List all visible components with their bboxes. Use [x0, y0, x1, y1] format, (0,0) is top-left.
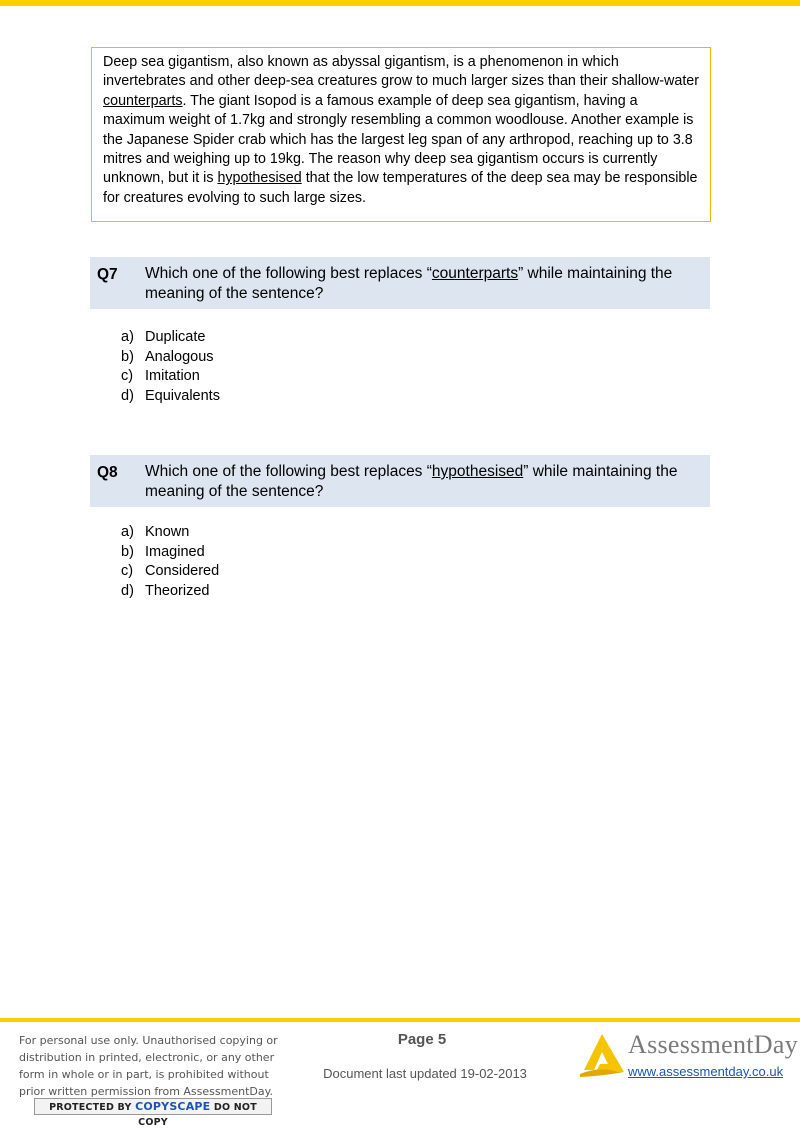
option-letter: b)	[121, 348, 134, 365]
question-8-header	[90, 455, 710, 507]
question-keyword: counterparts	[431, 265, 519, 282]
option-letter: d)	[121, 582, 134, 599]
assessmentday-logo-icon	[578, 1030, 628, 1078]
question-text-part: ” while maintaining the meaning of the sentence?	[145, 463, 678, 500]
copyscape-badge[interactable]	[34, 1098, 272, 1128]
question-7-options	[121, 328, 220, 406]
question-text-part: Which one of the following best replaces “	[145, 265, 432, 282]
option-text: Theorized	[145, 582, 210, 599]
option-c	[121, 367, 220, 387]
question-number: Q8	[97, 464, 118, 481]
copyscape-suffix: DO NOT COPY	[138, 1102, 257, 1128]
question-8-options	[121, 523, 219, 601]
option-letter: a)	[121, 329, 134, 345]
passage-keyword-hypothesised: hypothesised	[217, 170, 302, 187]
option-letter: a)	[121, 524, 134, 540]
question-text-part: ” while maintaining the meaning of the sentence?	[145, 265, 673, 302]
question-text	[145, 462, 705, 501]
passage-text: . The giant Isopod is a famous example of deep sea gigantism, having a maximum weight of 1.7kg and strongly resembling a common woodlouse. Another example is the Japanese Spider crab which has the largest leg span of any arthropod, reaching up to 3.8 mitres and weighing up to 19kg. The reason why deep sea gigantism occurs is currently unknown, but it is	[103, 92, 694, 187]
footer-divider	[0, 1018, 800, 1022]
top-accent-bar	[0, 0, 800, 6]
footer-disclaimer: For personal use only. Unauthorised copying or distribution in printed, electronic, or any other form in whole or in part, is prohibited without prior written permission from AssessmentDay.	[19, 1034, 278, 1098]
option-letter: c)	[121, 368, 134, 384]
option-b	[121, 543, 219, 563]
document-updated-date: Document last updated 19-02-2013	[323, 1066, 527, 1081]
logo-wordmark: AssessmentDay	[628, 1030, 798, 1059]
option-text: Duplicate	[145, 329, 206, 345]
question-text	[145, 264, 705, 303]
passage-text: Deep sea gigantism, also known as abyssal gigantism, is a phenomenon in which invertebrates and other deep-sea creatures grow to much larger sizes than their shallow-water	[103, 54, 700, 90]
option-letter: c)	[121, 563, 134, 579]
option-b	[121, 348, 220, 368]
option-d	[121, 387, 220, 407]
option-text: Imitation	[145, 368, 200, 384]
option-d	[121, 582, 219, 602]
passage-keyword-counterparts: counterparts	[103, 92, 183, 109]
question-number: Q7	[97, 266, 118, 283]
question-text-part: Which one of the following best replaces “	[145, 463, 432, 480]
option-text: Analogous	[145, 348, 214, 365]
option-a	[121, 328, 220, 348]
option-text: Known	[145, 524, 190, 540]
passage-text: that the low temperatures of the deep sea may be responsible for creatures evolving to such large sizes.	[103, 170, 698, 206]
question-keyword: hypothesised	[431, 463, 524, 480]
option-letter: d)	[121, 387, 134, 404]
copyscape-brand: COPYSCAPE	[135, 1100, 211, 1113]
page-number: Page 5	[397, 1031, 447, 1048]
copyscape-prefix: PROTECTED BY	[49, 1102, 136, 1113]
option-c	[121, 562, 219, 582]
question-7-header	[90, 257, 710, 309]
reading-passage	[91, 47, 711, 222]
option-a	[121, 523, 219, 543]
option-letter: b)	[121, 543, 134, 560]
website-link[interactable]: www.assessmentday.co.uk	[628, 1064, 784, 1079]
option-text: Equivalents	[145, 387, 220, 404]
option-text: Imagined	[145, 543, 205, 560]
option-text: Considered	[145, 563, 220, 579]
